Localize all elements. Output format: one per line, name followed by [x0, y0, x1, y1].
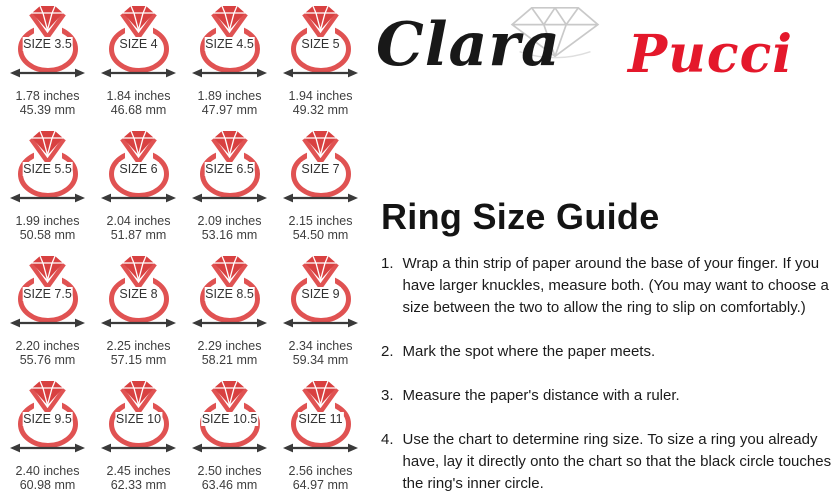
ring-measurements [289, 465, 353, 492]
ring-size-chart [2, 5, 366, 501]
instruction-step-3 [381, 385, 839, 407]
step-number: 2. [381, 343, 394, 360]
ring-illustration [93, 5, 184, 83]
ring-illustration [2, 380, 93, 458]
ring-illustration [93, 130, 184, 208]
ring-measurements [16, 215, 80, 242]
ring-size-label: SIZE 11 [298, 412, 343, 426]
ring-measurements [107, 90, 171, 117]
ring-inches: 1.99 inches [15, 214, 80, 228]
ring-mm: 45.39 mm [19, 102, 76, 117]
brand-logo [372, 5, 837, 115]
ring-inches: 2.34 inches [288, 339, 353, 353]
ring-illustration [2, 5, 93, 83]
ring-cell-size-10 [93, 380, 184, 501]
ring-illustration [93, 380, 184, 458]
ring-mm: 59.34 mm [292, 352, 349, 367]
ring-illustration [275, 130, 366, 208]
ring-illustration [275, 5, 366, 83]
brand-name-pucci: Pucci [628, 24, 793, 85]
ring-inches: 2.15 inches [288, 214, 353, 228]
ring-inches: 2.25 inches [106, 339, 171, 353]
ring-mm: 64.97 mm [292, 477, 349, 492]
ring-inches: 1.84 inches [106, 89, 171, 103]
step-number: 3. [381, 387, 394, 404]
ring-cell-size-8-5 [184, 255, 275, 380]
ring-illustration [93, 255, 184, 333]
ring-illustration [184, 380, 275, 458]
ring-cell-size-6 [93, 130, 184, 255]
ring-mm: 60.98 mm [19, 477, 76, 492]
ring-size-label: SIZE 4.5 [205, 37, 254, 51]
ring-inches: 2.04 inches [106, 214, 171, 228]
instruction-step-1 [381, 253, 839, 319]
ring-measurements [16, 465, 80, 492]
ring-measurements [289, 90, 353, 117]
ring-inches: 2.45 inches [106, 464, 171, 478]
ring-mm: 62.33 mm [110, 477, 167, 492]
ring-size-label: SIZE 9.5 [23, 412, 72, 426]
ring-size-label: SIZE 6.5 [205, 162, 254, 176]
ring-measurements [289, 340, 353, 367]
ring-measurements [198, 215, 262, 242]
ring-size-label: SIZE 6 [119, 162, 158, 176]
ring-cell-size-7 [275, 130, 366, 255]
step-text: Mark the spot where the paper meets. [402, 343, 656, 360]
step-text: Use the chart to determine ring size. To size a ring you already have, lay it directly onto the chart so that the black circle touches the ring's inner circle. [402, 431, 832, 492]
ring-mm: 54.50 mm [292, 227, 349, 242]
ring-illustration [184, 5, 275, 83]
ring-cell-size-10-5 [184, 380, 275, 501]
instruction-step-4 [381, 429, 839, 495]
ring-inches: 1.94 inches [288, 89, 353, 103]
ring-inches: 2.56 inches [288, 464, 353, 478]
ring-measurements [107, 340, 171, 367]
ring-cell-size-6-5 [184, 130, 275, 255]
ring-mm: 46.68 mm [110, 102, 167, 117]
ring-mm: 55.76 mm [19, 352, 76, 367]
ring-mm: 58.21 mm [201, 352, 258, 367]
ring-cell-size-5-5 [2, 130, 93, 255]
ring-cell-size-11 [275, 380, 366, 501]
ring-inches: 2.29 inches [197, 339, 262, 353]
ring-inches: 1.89 inches [197, 89, 262, 103]
ring-measurements [107, 465, 171, 492]
ring-measurements [198, 340, 262, 367]
ring-mm: 57.15 mm [110, 352, 167, 367]
ring-mm: 53.16 mm [201, 227, 258, 242]
ring-cell-size-4 [93, 5, 184, 130]
ring-size-label: SIZE 10 [115, 412, 162, 426]
ring-cell-size-9 [275, 255, 366, 380]
ring-mm: 47.97 mm [201, 102, 258, 117]
ring-measurements [107, 215, 171, 242]
ring-inches: 2.20 inches [15, 339, 80, 353]
ring-size-label: SIZE 7 [301, 162, 340, 176]
ring-measurements [198, 90, 262, 117]
ring-measurements [16, 90, 80, 117]
ring-cell-size-5 [275, 5, 366, 130]
ring-illustration [184, 255, 275, 333]
ring-size-label: SIZE 10.5 [201, 412, 258, 426]
ring-measurements [16, 340, 80, 367]
ring-inches: 2.09 inches [197, 214, 262, 228]
ring-size-label: SIZE 7.5 [23, 287, 72, 301]
step-number: 4. [381, 431, 394, 448]
ring-cell-size-8 [93, 255, 184, 380]
ring-illustration [184, 130, 275, 208]
ring-size-label: SIZE 9 [301, 287, 340, 301]
ring-measurements [198, 465, 262, 492]
ring-mm: 51.87 mm [110, 227, 167, 242]
ring-size-label: SIZE 5.5 [23, 162, 72, 176]
ring-measurements [289, 215, 353, 242]
ring-inches: 2.40 inches [15, 464, 80, 478]
ring-cell-size-3-5 [2, 5, 93, 130]
instruction-step-2 [381, 341, 839, 363]
ring-size-label: SIZE 8.5 [205, 287, 254, 301]
ring-inches: 2.50 inches [197, 464, 262, 478]
ring-inches: 1.78 inches [15, 89, 80, 103]
ring-cell-size-7-5 [2, 255, 93, 380]
step-text: Measure the paper's distance with a ruler. [402, 387, 680, 404]
page-title: Ring Size Guide [381, 196, 660, 237]
ring-cell-size-4-5 [184, 5, 275, 130]
ring-mm: 49.32 mm [292, 102, 349, 117]
ring-size-label: SIZE 5 [301, 37, 340, 51]
ring-illustration [275, 255, 366, 333]
ring-mm: 50.58 mm [19, 227, 76, 242]
step-text: Wrap a thin strip of paper around the base of your finger. If you have larger knuckles, measure both. (You may want to choose a size between the two to allow the ring to slip on comfortably.) [402, 255, 829, 316]
ring-size-label: SIZE 4 [119, 37, 158, 51]
ring-cell-size-9-5 [2, 380, 93, 501]
ring-illustration [2, 130, 93, 208]
ring-size-label: SIZE 3.5 [23, 37, 72, 51]
ring-size-label: SIZE 8 [119, 287, 158, 301]
instructions-list [381, 253, 839, 495]
step-number: 1. [381, 255, 394, 272]
ring-illustration [2, 255, 93, 333]
brand-name-clara: Clara [376, 10, 561, 80]
ring-mm: 63.46 mm [201, 477, 258, 492]
ring-illustration [275, 380, 366, 458]
